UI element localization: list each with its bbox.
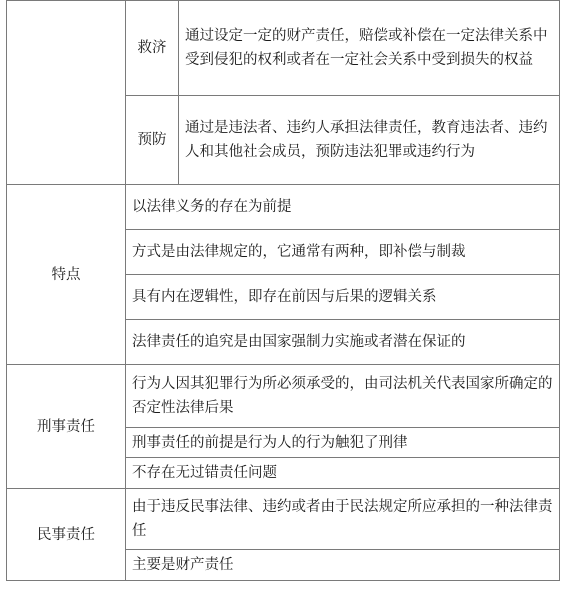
features-label: 特点	[7, 185, 126, 365]
feature-item: 方式是由法律规定的，它通常有两种，即补偿与制裁	[126, 230, 560, 275]
criminal-liability-label: 刑事责任	[7, 365, 126, 489]
feature-item: 法律责任的追究是由国家强制力实施或者潜在保证的	[126, 320, 560, 365]
sub-label-prevention: 预防	[126, 96, 179, 185]
criminal-item: 不存在无过错责任问题	[126, 458, 560, 489]
liability-table-wrapper	[6, 0, 559, 581]
table-row	[7, 489, 560, 550]
civil-item: 主要是财产责任	[126, 550, 560, 581]
feature-item: 以法律义务的存在为前提	[126, 185, 560, 230]
remedy-description: 通过设定一定的财产责任，赔偿或补偿在一定法律关系中受到侵犯的权利或者在一定社会关系中受到损失的权益	[179, 1, 560, 96]
function-category-cell	[7, 1, 126, 185]
liability-table	[6, 0, 560, 581]
table-row	[7, 1, 560, 96]
feature-item: 具有内在逻辑性，即存在前因与后果的逻辑关系	[126, 275, 560, 320]
criminal-item: 刑事责任的前提是行为人的行为触犯了刑律	[126, 428, 560, 458]
table-row	[7, 365, 560, 428]
table-row	[7, 185, 560, 230]
sub-label-remedy: 救济	[126, 1, 179, 96]
criminal-item: 行为人因其犯罪行为所必须承受的，由司法机关代表国家所确定的否定性法律后果	[126, 365, 560, 428]
civil-liability-label: 民事责任	[7, 489, 126, 581]
civil-item: 由于违反民事法律、违约或者由于民法规定所应承担的一种法律责任	[126, 489, 560, 550]
prevention-description: 通过是违法者、违约人承担法律责任，教育违法者、违约人和其他社会成员，预防违法犯罪或违约行为	[179, 96, 560, 185]
